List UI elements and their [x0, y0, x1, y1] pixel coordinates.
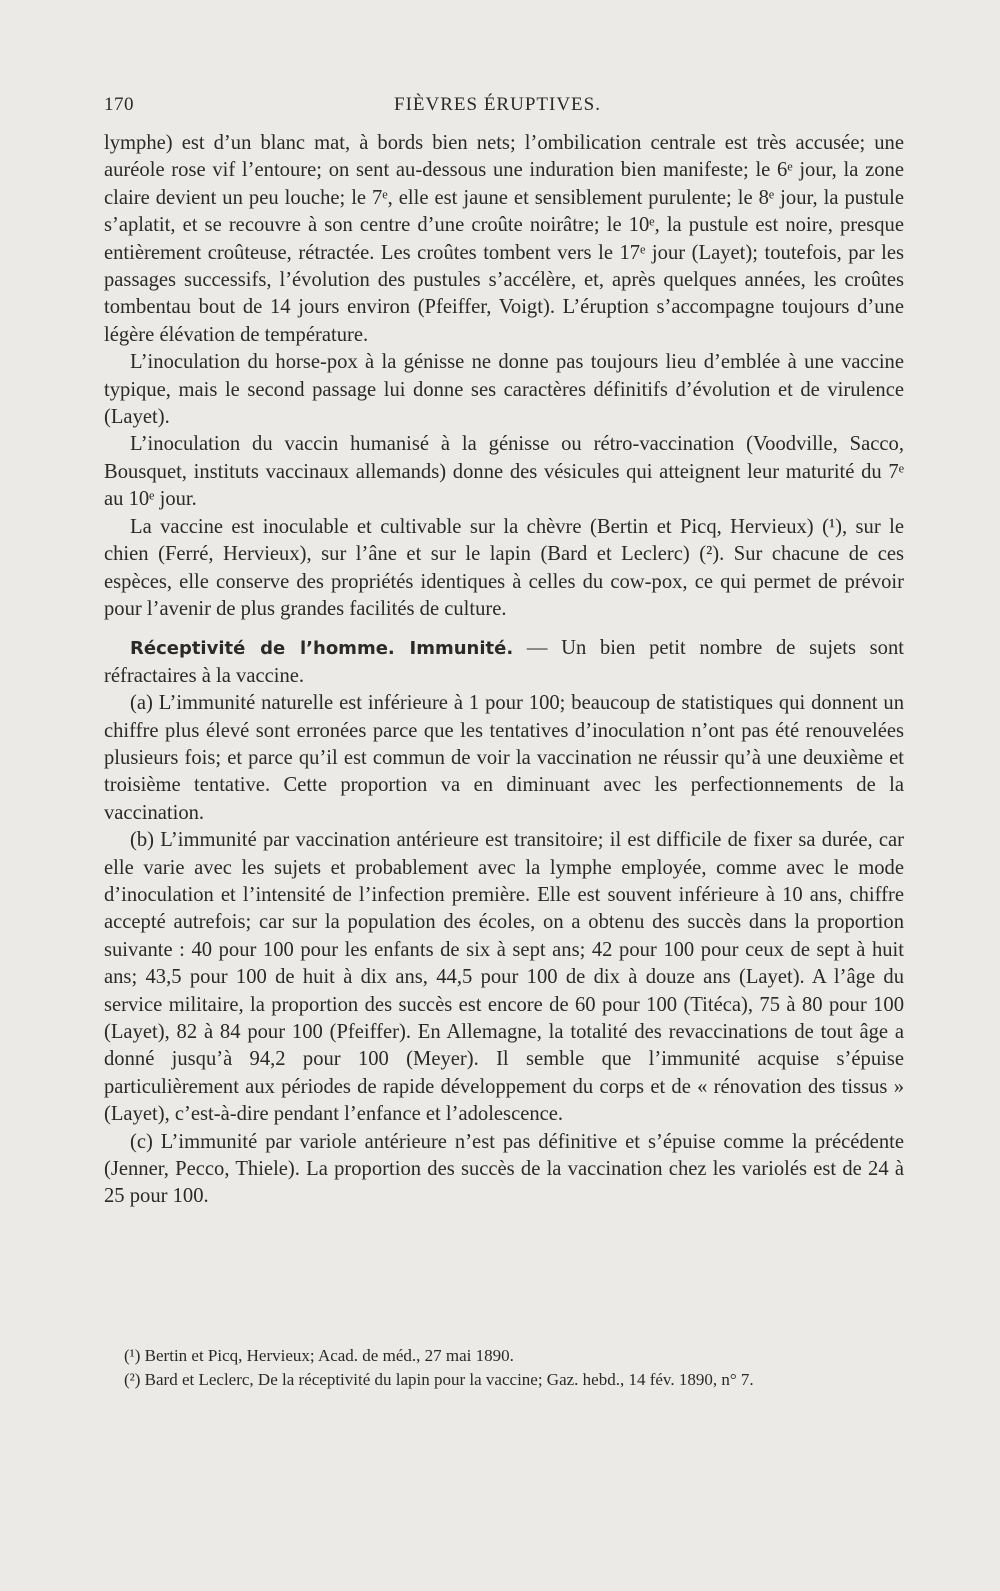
section-lead: — Un bien petit nombre de sujets sont réfractaires à la vaccine.	[104, 637, 904, 687]
page-number: 170	[104, 94, 134, 115]
paragraph: L’inoculation du horse-pox à la génisse ne donne pas toujours lieu d’emblée à une vaccine typique, mais le second passage lui donne ses caractères définitifs d’évolution et de virulence (Layet).	[104, 351, 904, 429]
paragraph: L’inoculation du vaccin humanisé à la génisse ou rétro-vaccination (Voodville, Sacco, Bousquet, instituts vaccinaux allemands) donne des vésicules qui atteignent leur maturité du 7ᵉ au 10ᵉ jour.	[104, 433, 904, 511]
running-header	[104, 94, 904, 122]
section-heading: Réceptivité de l’homme. Immunité.	[130, 638, 514, 660]
paragraph: lymphe) est d’un blanc mat, à bords bien nets; l’ombilication centrale est très accusée; une auréole rose vif l’entoure; on sent au-dessous une induration bien manifeste; le 6ᵉ jour, la zone claire devient un peu louche; le 7ᵉ, elle est jaune et sensiblement purulente; le 8ᵉ jour, la pustule s’aplatit, et se recouvre à son centre d’une croûte noirâtre; le 10ᵉ, la pustule est noire, presque entièrement croûteuse, rétractée. Les croûtes tombent vers le 17ᵉ jour (Layet); toutefois, par les passages successifs, l’évolution des pustules s’accélère, et, après quelques années, les croûtes tombentau bout de 14 jours environ (Pfeiffer, Voigt). L’éruption s’accompagne toujours d’une légère élévation de température.	[104, 132, 904, 346]
footnotes	[104, 1344, 904, 1392]
paragraph: La vaccine est inoculable et cultivable sur la chèvre (Bertin et Picq, Hervieux) (¹), sur le chien (Ferré, Hervieux), sur l’âne et sur le lapin (Bard et Leclerc) (²). Sur chacune de ces espèces, elle conserve des propriétés identiques à celles du cow-pox, ce qui permet de prévoir pour l’avenir de plus grandes facilités de culture.	[104, 515, 904, 620]
section-paragraph	[104, 635, 904, 690]
footnote: (²) Bard et Leclerc, De la réceptivité du lapin pour la vaccine; Gaz. hebd., 14 fév. 1890, n° 7.	[124, 1370, 754, 1389]
running-title: FIÈVRES ÉRUPTIVES.	[394, 94, 601, 115]
body-text	[104, 130, 904, 1211]
list-item: (c) L’immunité par variole antérieure n’est pas définitive et s’épuise comme la précédente (Jenner, Pecco, Thiele). La proportion des succès de la vaccination chez les variolés est de 24 à 25 pour 100.	[104, 1130, 904, 1208]
list-item: (a) L’immunité naturelle est inférieure à 1 pour 100; beaucoup de statistiques qui donnent un chiffre plus élevé sont erronées parce que les tentatives d’inoculation n’ont pas été renouvelées plusieurs fois; et parce qu’il est commun de voir la vaccination ne réussir qu’à une deuxième et troisième tentative. Cette proportion va en diminuant avec les perfectionnements de la vaccination.	[104, 692, 904, 824]
footnote: (¹) Bertin et Picq, Hervieux; Acad. de méd., 27 mai 1890.	[124, 1346, 514, 1365]
list-item: (b) L’immunité par vaccination antérieure est transitoire; il est difficile de fixer sa durée, car elle varie avec les sujets et probablement avec la lymphe employée, comme avec le mode d’inoculation et l’intensité de l’infection première. Elle est souvent inférieure à 10 ans, chiffre accepté autrefois; car sur la population des écoles, on a obtenu des succès dans la proportion suivante : 40 pour 100 pour les enfants de six à sept ans; 42 pour 100 pour ceux de sept à huit ans; 43,5 pour 100 de huit à dix ans, 44,5 pour 100 de dix à douze ans (Layet). A l’âge du service militaire, la proportion des succès est encore de 60 pour 100 (Titéca), 75 à 80 pour 100 (Layet), 82 à 84 pour 100 (Pfeiffer). En Allemagne, la totalité des revaccinations de tout âge a donné jusqu’à 94,2 pour 100 (Meyer). Il semble que l’immunité acquise s’épuise particulièrement aux périodes de rapide développement du corps et de « rénovation des tissus » (Layet), c’est-à-dire pendant l’enfance et l’adolescence.	[104, 829, 904, 1126]
